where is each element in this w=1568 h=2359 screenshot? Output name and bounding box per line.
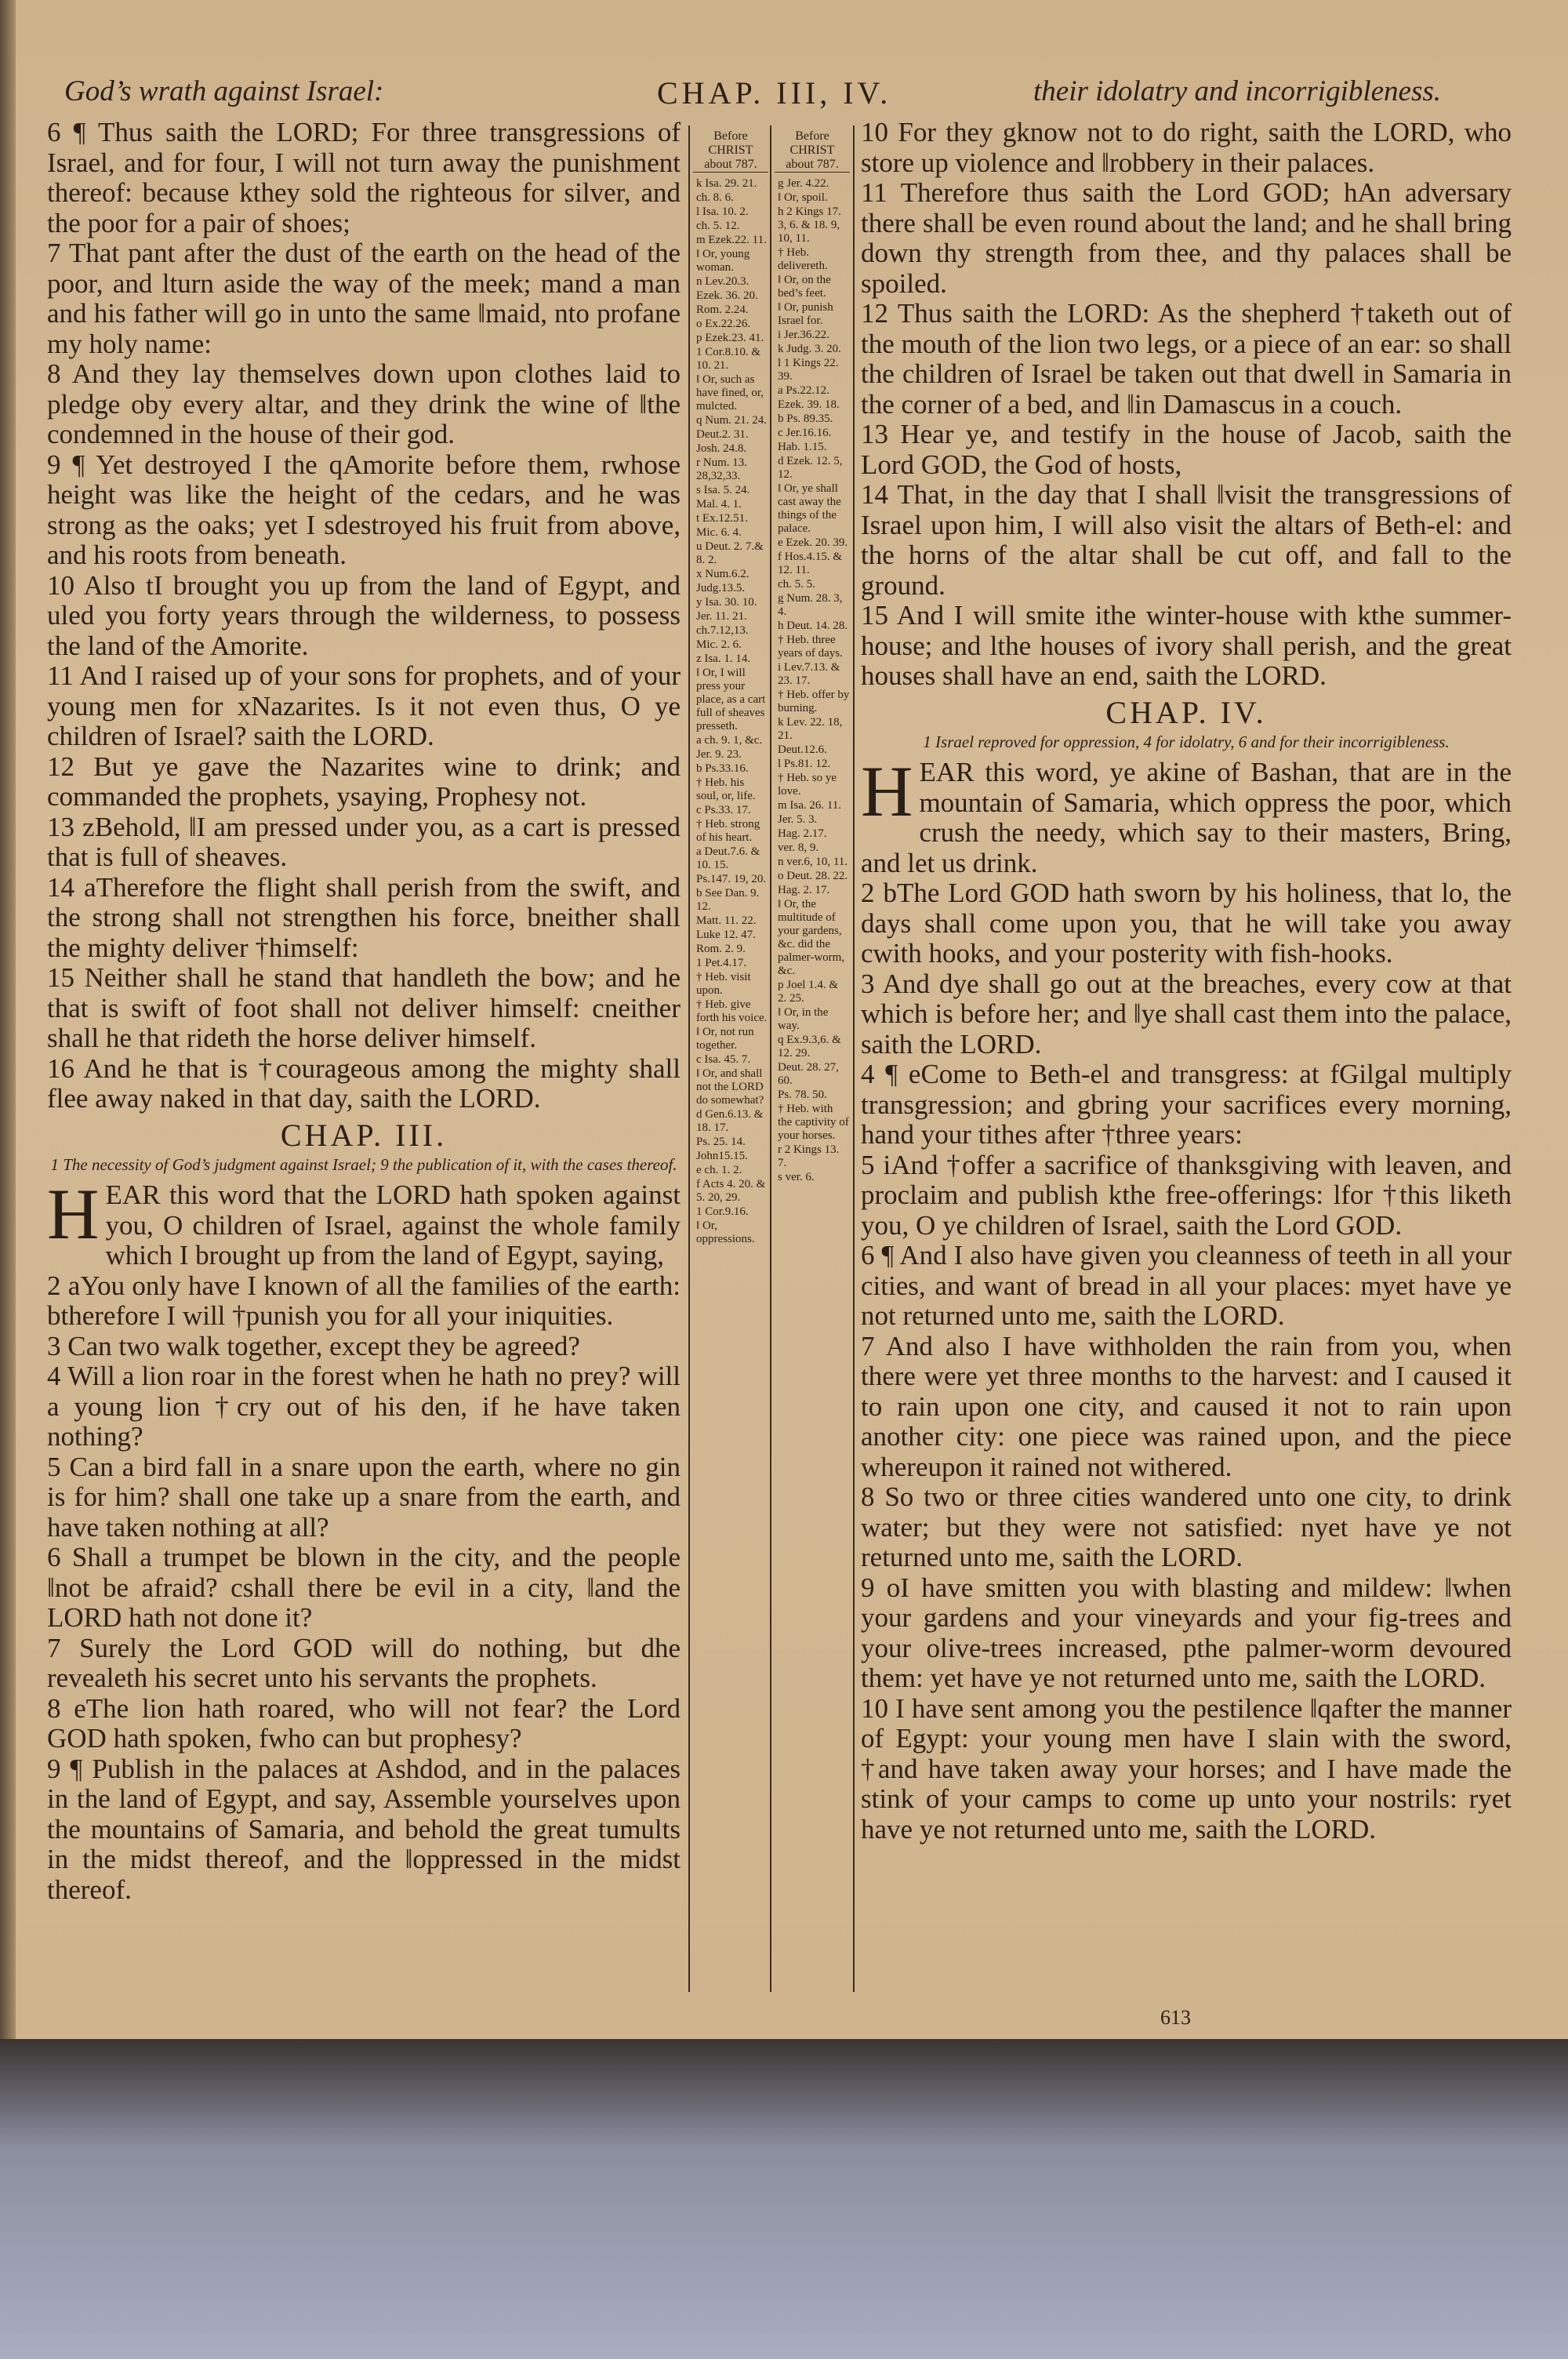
cross-reference: ‖ Or, spoil. — [778, 191, 828, 204]
cross-reference: ‖ Or, I will press your place, as a cart full of sheaves presseth. — [696, 667, 766, 732]
cross-reference: p Ezek.23. 41. — [696, 332, 764, 344]
verse: 3 And dye shall go out at the breaches, every cow at that which is before her; and ‖ye shall cast them into the palace, saith the LORD. — [861, 968, 1512, 1060]
page-number: 613 — [1160, 2006, 1191, 2029]
verse: 3 Can two walk together, except they be agreed? — [47, 1330, 580, 1361]
cross-reference: ver. 8, 9. — [778, 841, 819, 854]
verse: 6 ¶ Thus saith the LORD; For three transgressions of Israel, and for four, I will not turn away the punishment thereof: because kthey sold the righteous for silver, and the poor for a pair of shoes; — [47, 117, 681, 238]
cross-reference: ‖ Or, and shall not the LORD do somewhat? — [696, 1067, 764, 1107]
chapter-3-summary: 1 The necessity of God’s judgment against Israel; 9 the publication of it, with the cases thereof. — [50, 1155, 677, 1174]
verse: 7 Surely the Lord GOD will do nothing, but dhe revealeth his secret unto his servants the prophets. — [47, 1632, 681, 1693]
cross-reference: i Lev.7.13. & 23. 17. — [778, 661, 840, 687]
cross-reference: Ps. 78. 50. — [778, 1089, 827, 1101]
cross-reference: c Ps.33. 17. — [696, 804, 751, 816]
cross-reference: Jer. 5. 3. — [778, 813, 818, 826]
cross-reference: Matt. 11. 22. — [696, 914, 757, 927]
cross-reference: m Ezek.22. 11. — [696, 234, 767, 246]
verse: 10 I have sent among you the pestilence ‖qafter the manner of Egypt: your young men have I slain with the sword, †and have taken away your horses; and I have made the stink of your camps to come up unto your nostrils: ryet have ye not returned unto me, saith the LORD. — [861, 1692, 1512, 1845]
cross-reference: g Num. 28. 3, 4. — [778, 592, 843, 618]
column-rule — [853, 125, 855, 1992]
cross-reference: † Heb. with the captivity of your horses. — [778, 1103, 849, 1142]
verse: 13 Hear ye, and testify in the house of Jacob, saith the Lord GOD, the God of hosts, — [861, 419, 1512, 480]
cross-reference: Hag. 2. 17. — [778, 884, 830, 896]
cross-reference: ‖ Or, young woman. — [696, 248, 750, 274]
cross-reference: b Ps.33.16. — [696, 762, 749, 775]
running-header-right: their idolatry and incorrigibleness. — [1033, 75, 1442, 107]
verse: 16 And he that is †courageous among the mighty shall flee away naked in that day, saith the LORD. — [47, 1052, 681, 1114]
cross-reference: † Heb. three years of days. — [778, 634, 843, 660]
verse: 5 iAnd †offer a sacrifice of thanksgiving with leaven, and proclaim and publish kthe free-offerings: lfor †this liketh you, O ye children of Israel, saith the Lord GOD. — [861, 1149, 1512, 1241]
marginal-references-1 — [693, 129, 768, 1247]
cross-reference: Deut. 28. 27, 60. — [778, 1061, 839, 1087]
table-surface — [0, 2039, 1568, 2359]
before-christ-label: Before CHRIST about 787. — [775, 129, 850, 173]
cross-reference: o Ex.22.26. — [696, 318, 751, 330]
verse: 7 That pant after the dust of the earth on the head of the poor, and lturn aside the way of the meek; mand a man and his father will go in unto the same ‖maid, nto profane my holy name: — [47, 238, 681, 359]
chapter-4-summary: 1 Israel reproved for oppression, 4 for idolatry, 6 and for their incorrigibleness. — [923, 732, 1450, 751]
cross-reference: Jer. 11. 21. — [696, 610, 747, 623]
marginal-references-2 — [775, 129, 850, 1185]
cross-reference: c Jer.16.16. — [778, 427, 832, 439]
dropcap-letter: H — [861, 751, 913, 831]
chapter-4-title: CHAP. IV. — [1105, 694, 1267, 730]
chapter-3-first-verse: EAR this word that the LORD hath spoken against you, O children of Israel, against the whole family which I brought up from the land of Egypt, saying, — [105, 1180, 681, 1270]
cross-reference: Jer. 9. 23. — [696, 748, 742, 761]
cross-reference: l Ps.81. 12. — [778, 758, 831, 770]
cross-reference: a ch. 9. 1, &c. — [696, 734, 763, 747]
verse: 10 For they gknow not to do right, saith the LORD, who store up violence and ‖robbery in their palaces. — [861, 117, 1512, 178]
cross-reference: Ezek. 36. 20. — [696, 289, 758, 302]
cross-reference: † Heb. visit upon. — [696, 971, 751, 997]
chapter-3-verses — [47, 1271, 681, 1906]
running-header-left: God’s wrath against Israel: — [64, 75, 384, 107]
cross-reference: u Deut. 2. 7.& 8. 2. — [696, 540, 764, 566]
column-rule — [688, 125, 690, 1992]
cross-reference: k Lev. 22. 18, 21. — [778, 716, 843, 742]
verse: 15 Neither shall he stand that handleth the bow; and he that is swift of foot shall not deliver himself: cneither shall he that rideth the horse deliver himself. — [47, 962, 681, 1053]
cross-reference: Hab. 1.15. — [778, 441, 827, 453]
right-verses — [861, 118, 1512, 692]
verse: 8 And they lay themselves down upon clothes laid to pledge oby every altar, and they drink the wine of ‖the condemned in the house of their god. — [47, 358, 681, 449]
cross-reference: l Isa. 10. 2. — [696, 205, 749, 218]
cross-reference: Judg.13.5. — [696, 582, 746, 594]
verse: 7 And also I have withholden the rain from you, when there were yet three months to the harvest: and I caused it to rain upon one city, and caused it not to rain upon another city: one piece was rained upon, and the piece whereupon it rained not withered. — [861, 1330, 1512, 1482]
cross-reference: y Isa. 30. 10. — [696, 596, 757, 609]
cross-reference: Rom. 2. 9. — [696, 943, 746, 955]
verse: 6 Shall a trumpet be blown in the city, and the people ‖not be afraid? cshall there be evil in a city, ‖and the LORD hath not done it? — [47, 1542, 681, 1633]
cross-reference: c Isa. 45. 7. — [696, 1053, 751, 1066]
cross-reference: Mal. 4. 1. — [696, 498, 742, 511]
cross-reference: q Num. 21. 24. — [696, 414, 767, 427]
verse: 14 That, in the day that I shall ‖visit the transgressions of Israel upon him, I will also visit the altars of Beth-el: and the horns of the altar shall be cut off, and fall to the ground. — [861, 479, 1512, 601]
cross-reference: ch. 8. 6. — [696, 191, 734, 204]
chapter-3-title: CHAP. III. — [280, 1117, 448, 1153]
running-header-center: CHAP. III, IV. — [657, 75, 892, 111]
dropcap-letter: H — [47, 1174, 100, 1254]
verse: 10 Also tI brought you up from the land of Egypt, and uled you forty years through the wilderness, to possess the land of the Amorite. — [47, 569, 681, 661]
cross-reference: b See Dan. 9. 12. — [696, 887, 760, 913]
cross-reference: ch. 5. 5. — [778, 578, 815, 591]
verse: 4 Will a lion roar in the forest when he hath no prey? will a young lion †cry out of his den, if he have taken nothing? — [47, 1361, 681, 1452]
cross-reference: 1 Cor.9.16. — [696, 1205, 749, 1218]
cross-reference: † Heb. strong of his heart. — [696, 818, 760, 844]
verse: 14 aTherefore the flight shall perish from the swift, and the strong shall not strengthen his force, bneither shall the mighty deliver †himself: — [47, 871, 681, 963]
reference-list — [693, 177, 768, 1246]
cross-reference: ‖ Or, such as have fined, or, mulcted. — [696, 373, 764, 413]
cross-reference: t Ex.12.51. — [696, 512, 748, 525]
chapter-3-opening — [47, 1174, 681, 1271]
cross-reference: Deut.12.6. — [778, 743, 827, 756]
cross-reference: ‖ Or, in the way. — [778, 1006, 829, 1032]
verse: 12 But ye gave the Nazarites wine to drink; and commanded the prophets, ysaying, Prophesy not. — [47, 751, 681, 812]
cross-reference: i Jer.36.22. — [778, 329, 829, 341]
verse: 9 ¶ Publish in the palaces at Ashdod, and in the palaces in the land of Egypt, and say, Assemble yourselves upon the mountains of Samaria, and behold the great tumults in the midst thereof, and the ‖oppressed in the midst thereof. — [47, 1753, 681, 1905]
cross-reference: d Gen.6.13. & 18. 17. — [696, 1108, 764, 1134]
cross-reference: ‖ Or, not run together. — [696, 1026, 754, 1052]
cross-reference: o Deut. 28. 22. — [778, 870, 848, 882]
cross-reference: e Ezek. 20. 39. — [778, 536, 848, 549]
cross-reference: Rom. 2.24. — [696, 304, 749, 316]
cross-reference: † Heb. offer by burning. — [778, 689, 850, 714]
cross-reference: ‖ Or, on the bed’s feet. — [778, 274, 831, 300]
verse: 8 So two or three cities wandered unto one city, to drink water; but they were not satisfied: nyet have ye not returned unto me, saith the LORD. — [861, 1481, 1512, 1572]
cross-reference: Deut.2. 31. — [696, 428, 749, 441]
cross-reference: n ver.6, 10, 11. — [778, 856, 848, 868]
cross-reference: 1 Cor.8.10. & 10. 21. — [696, 346, 761, 372]
cross-reference: Luke 12. 47. — [696, 929, 756, 941]
verse: 11 Therefore thus saith the Lord GOD; hAn adversary there shall be even round about the land; and he shall bring down thy strength from thee, and thy palaces shall be spoiled. — [861, 177, 1512, 299]
left-text-column — [47, 118, 681, 1905]
cross-reference: Ps.147. 19, 20. — [696, 873, 767, 885]
left-verses — [47, 118, 681, 1114]
cross-reference: Josh. 24.8. — [696, 442, 747, 455]
cross-reference: k Isa. 29. 21. — [696, 177, 757, 190]
cross-reference: r 2 Kings 13. 7. — [778, 1143, 840, 1169]
verse: 13 zBehold, ‖I am pressed under you, as a cart is pressed that is full of sheaves. — [47, 811, 681, 872]
cross-reference: Mic. 2. 6. — [696, 638, 742, 651]
verse: 6 ¶ And I also have given you cleanness of teeth in all your cities, and want of bread in all your places: myet have ye not returned unto me, saith the LORD. — [861, 1240, 1512, 1331]
verse: 11 And I raised up of your sons for prophets, and of your young men for xNazarites. Is it not even thus, O ye children of Israel? saith the LORD. — [47, 660, 681, 751]
cross-reference: 1 Pet.4.17. — [696, 957, 747, 969]
cross-reference: † Heb. his soul, or, life. — [696, 776, 756, 802]
chapter-4-first-verse: EAR this word, ye akine of Bashan, that are in the mountain of Samaria, which oppress the poor, which crush the needy, which say to their masters, Bring, and let us drink. — [861, 757, 1512, 878]
right-text-column — [861, 118, 1512, 1845]
cross-reference: John15.15. — [696, 1150, 748, 1162]
verse: 12 Thus saith the LORD: As the shepherd †taketh out of the mouth of the lion two legs, or a piece of an ear: so shall the children of Israel be taken out that dwell in Samaria in the corner of a bed, and ‖in Damascus in a couch. — [861, 298, 1512, 420]
cross-reference: ch. 5. 12. — [696, 220, 740, 232]
cross-reference: l 1 Kings 22. 39. — [778, 357, 839, 383]
verse: 4 ¶ eCome to Beth-el and transgress: at fGilgal multiply transgression; and gbring your sacrifices every morning, hand your tithes after †three years: — [861, 1059, 1512, 1150]
before-christ-label: Before CHRIST about 787. — [693, 129, 768, 173]
verse: 2 bThe Lord GOD hath sworn by his holiness, that lo, the days shall come upon you, that he will take you away cwith hooks, and your posterity with fish-hooks. — [861, 878, 1512, 969]
verse: 15 And I will smite ithe winter-house with kthe summer-house; and lthe houses of ivory shall perish, and the great houses shall have an end, saith the LORD. — [861, 600, 1512, 691]
cross-reference: r Num. 13. 28,32,33. — [696, 456, 747, 482]
cross-reference: z Isa. 1. 14. — [696, 652, 751, 665]
verse: 8 eThe lion hath roared, who will not fear? the Lord GOD hath spoken, fwho can but prophesy? — [47, 1692, 681, 1754]
cross-reference: ch.7.12,13. — [696, 624, 749, 637]
verse: 2 aYou only have I known of all the families of the earth: btherefore I will †punish you for all your iniquities. — [47, 1270, 681, 1331]
cross-reference: d Ezek. 12. 5, 12. — [778, 455, 843, 481]
cross-reference: q Ex.9.3,6. & 12. 29. — [778, 1034, 841, 1060]
cross-reference: f Hos.4.15. & 12. 11. — [778, 551, 843, 576]
cross-reference: ‖ Or, oppressions. — [696, 1219, 755, 1245]
verse: 9 oI have smitten you with blasting and mildew: ‖when your gardens and your vineyards and your fig-trees and your olive-trees increased, pthe palmer-worm devoured them: yet have ye not returned unto me, saith the LORD. — [861, 1572, 1512, 1693]
verse: 9 ¶ Yet destroyed I the qAmorite before them, rwhose height was like the height of the cedars, and he was strong as the oaks; yet I sdestroyed his fruit from above, and his roots from beneath. — [47, 449, 681, 570]
cross-reference: ‖ Or, punish Israel for. — [778, 301, 833, 327]
cross-reference: ‖ Or, ye shall cast away the things of the palace. — [778, 482, 841, 535]
cross-reference: s ver. 6. — [778, 1171, 815, 1183]
chapter-4-verses — [861, 878, 1512, 1845]
cross-reference: b Ps. 89.35. — [778, 413, 833, 425]
cross-reference: † Heb. delivereth. — [778, 246, 828, 272]
cross-reference: Hag. 2.17. — [778, 827, 827, 840]
cross-reference: Mic. 6. 4. — [696, 526, 742, 539]
reference-list — [775, 177, 850, 1184]
cross-reference: x Num.6.2. — [696, 568, 750, 580]
cross-reference: k Judg. 3. 20. — [778, 343, 841, 355]
cross-reference: e ch. 1. 2. — [696, 1164, 742, 1176]
cross-reference: f Acts 4. 20. & 5. 20, 29. — [696, 1178, 766, 1204]
cross-reference: Ezek. 39. 18. — [778, 398, 840, 411]
cross-reference: g Jer. 4.22. — [778, 177, 829, 190]
cross-reference: n Lev.20.3. — [696, 275, 750, 288]
cross-reference: Ps. 25. 14. — [696, 1136, 746, 1148]
cross-reference: p Joel 1.4. & 2. 25. — [778, 979, 839, 1005]
cross-reference: ‖ Or, the multitude of your gardens, &c. did the palmer-worm, &c. — [778, 898, 845, 977]
cross-reference: h 2 Kings 17. 3, 6. & 18. 9, 10, 11. — [778, 205, 841, 245]
page-binding-edge — [0, 0, 16, 2039]
cross-reference: † Heb. give forth his voice. — [696, 998, 768, 1024]
cross-reference: a Ps.22.12. — [778, 384, 829, 397]
column-rule — [770, 125, 771, 1992]
cross-reference: a Deut.7.6. & 10. 15. — [696, 845, 760, 871]
verse: 5 Can a bird fall in a snare upon the earth, where no gin is for him? shall one take up a snare from the earth, and have taken nothing at all? — [47, 1451, 681, 1543]
chapter-4-opening — [861, 751, 1512, 878]
cross-reference: † Heb. so ye love. — [778, 772, 837, 798]
cross-reference: s Isa. 5. 24. — [696, 484, 750, 496]
cross-reference: m Isa. 26. 11. — [778, 799, 842, 812]
cross-reference: h Deut. 14. 28. — [778, 620, 848, 632]
